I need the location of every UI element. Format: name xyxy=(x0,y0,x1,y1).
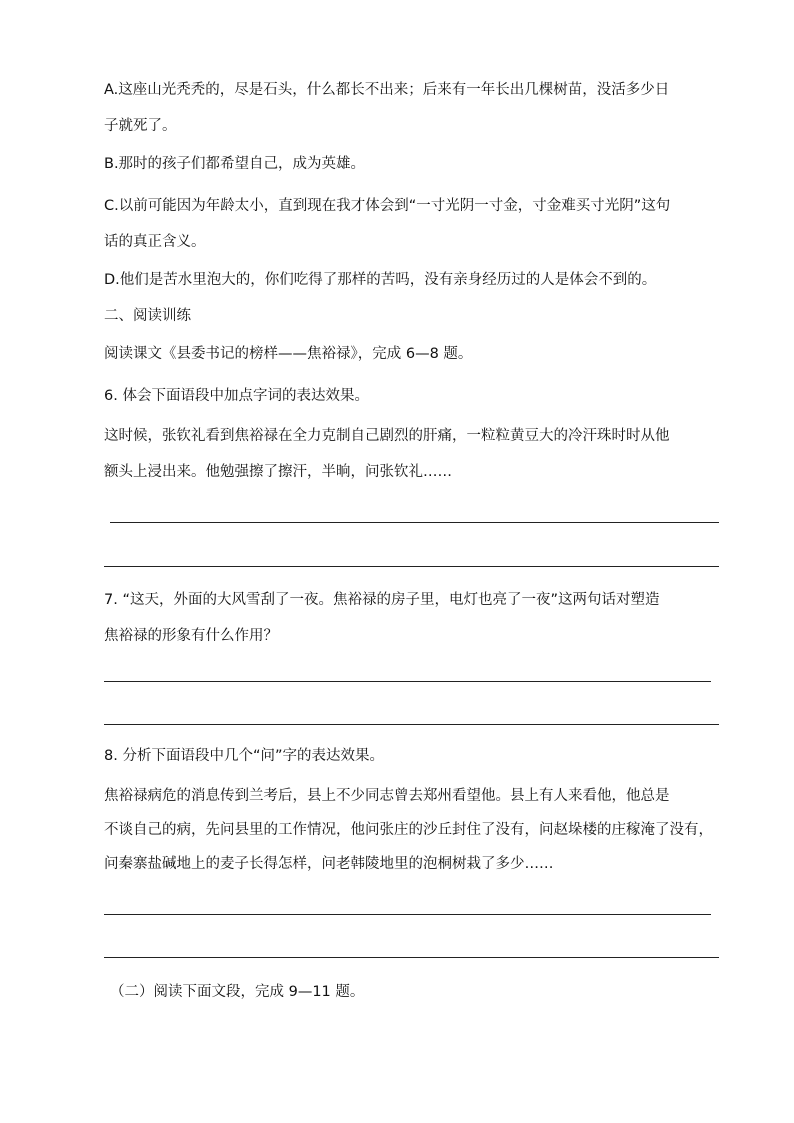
answer-line-6b[interactable] xyxy=(104,566,719,567)
option-c-line2: 话的真正含义。 xyxy=(104,234,206,250)
option-a-line2: 子就死了。 xyxy=(104,118,177,134)
question-6-passage-line2: 额头上浸出来。他勉强擦了擦汗，半晌，问张钦礼…… xyxy=(104,464,452,480)
section-heading: 二、阅读训练 xyxy=(104,308,191,324)
question-8-passage-line2: 不谈自己的病，先问县里的工作情况，他问张庄的沙丘封住了没有，问赵垛楼的庄稼淹了没有， xyxy=(104,822,713,838)
question-6-prompt: 6. 体会下面语段中加点字词的表达效果。 xyxy=(104,388,369,404)
question-7-prompt-line1: 7. “这天，外面的大风雪刮了一夜。焦裕禄的房子里，电灯也亮了一夜”这两句话对塑造 xyxy=(104,592,660,608)
option-b: B.那时的孩子们都希望自己，成为英雄。 xyxy=(104,156,366,172)
answer-line-6a[interactable] xyxy=(110,522,719,523)
answer-line-8b[interactable] xyxy=(104,957,719,958)
part-2-heading: （二）阅读下面文段，完成 9—11 题。 xyxy=(110,984,365,1000)
question-6-passage-line1: 这时候，张钦礼看到焦裕禄在全力克制自己剧烈的肝痛，一粒粒黄豆大的冷汗珠时时从他 xyxy=(104,428,670,444)
option-d: D.他们是苦水里泡大的，你们吃得了那样的苦吗，没有亲身经历过的人是体会不到的。 xyxy=(104,272,657,288)
option-a-line1: A.这座山光秃秃的，尽是石头，什么都长不出来；后来有一年长出几棵树苗，没活多少日 xyxy=(104,82,670,98)
answer-line-7a[interactable] xyxy=(104,681,711,682)
answer-line-7b[interactable] xyxy=(104,724,719,725)
answer-line-8a[interactable] xyxy=(104,914,711,915)
question-7-prompt-line2: 焦裕禄的形象有什么作用？ xyxy=(104,628,278,644)
option-c-line1: C.以前可能因为年龄太小，直到现在我才体会到“一寸光阴一寸金，寸金难买寸光阴”这句 xyxy=(104,198,671,214)
section-intro: 阅读课文《县委书记的榜样——焦裕禄》，完成 6—8 题。 xyxy=(104,346,473,362)
question-8-passage-line3: 问秦寨盐碱地上的麦子长得怎样，问老韩陵地里的泡桐树栽了多少…… xyxy=(104,856,554,872)
question-8-passage-line1: 焦裕禄病危的消息传到兰考后，县上不少同志曾去郑州看望他。县上有人来看他，他总是 xyxy=(104,788,670,804)
question-8-prompt: 8. 分析下面语段中几个“问”字的表达效果。 xyxy=(104,748,384,764)
